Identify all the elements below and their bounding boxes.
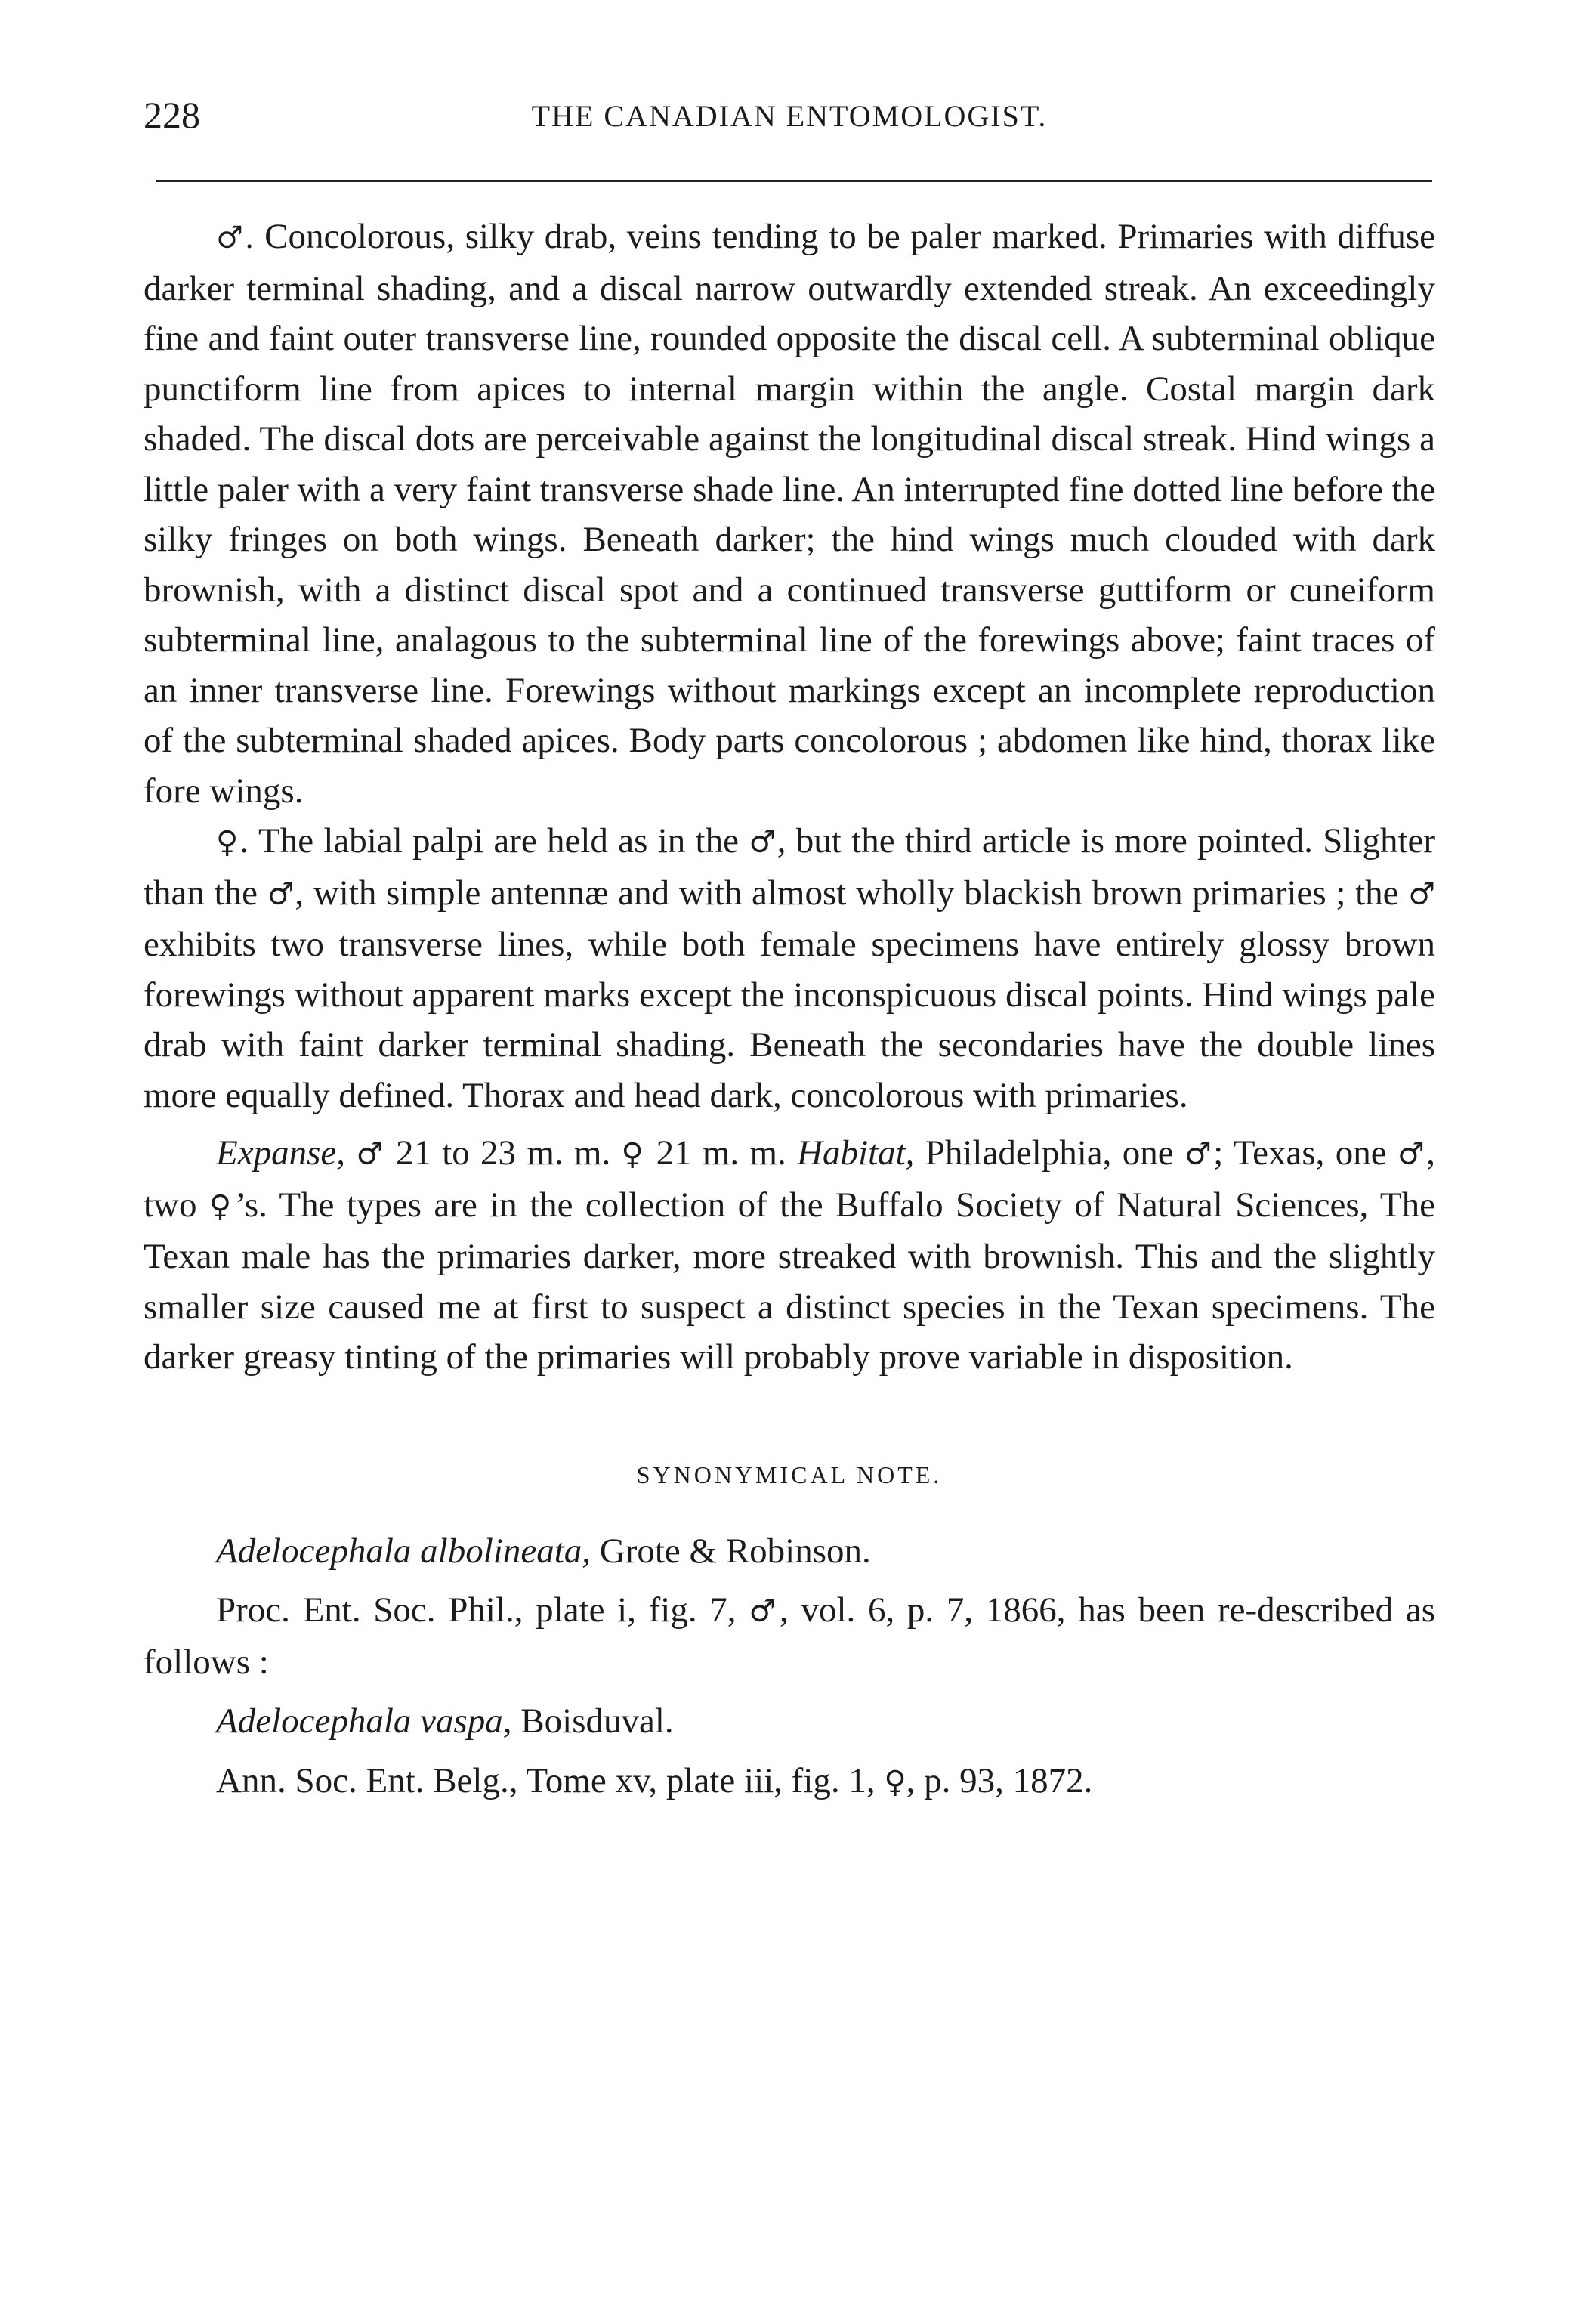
expanse-text-part: ’s. The types are in the collection of the Buffalo Society of Natural Sciences, The Texan male has the primaries darker, more streaked with brownish. This and the slightly smaller size caused me at first to suspect a distinct species in the Texan specimens. The darker greasy tinting of the primaries will probably prove variable in disposition.: [144, 1185, 1436, 1377]
species-name: Adelocephala albolineata,: [216, 1531, 591, 1571]
male-symbol: ♂: [1408, 876, 1436, 912]
reference-text: Ann. Soc. Ent. Belg., Tome xv, plate iii, fig. 1,: [216, 1760, 876, 1800]
female-symbol: ♀: [884, 1764, 906, 1800]
synonym-entry-title: [144, 1526, 1435, 1577]
female-text-part: , with simple antennæ and with almost wholly blackish brown primaries ; the: [295, 873, 1399, 913]
male-symbol: ♂: [356, 1137, 385, 1172]
expanse-label: Expanse,: [216, 1133, 345, 1173]
expanse-text-part: ; Texas, one: [1213, 1133, 1387, 1173]
male-symbol: ♂: [1397, 1137, 1427, 1172]
male-symbol: ♂: [1184, 1137, 1214, 1172]
female-text-part: exhibits two transverse lines, while both female specimens have entirely glossy brown forewings without apparent marks except the inconspicuous discal points. Hind wings pale drab with faint darker terminal shading. Beneath the secondaries have the double lines more equally defined. Thorax and head dark, concolorous with primaries.: [144, 925, 1435, 1115]
expanse-paragraph: [144, 1128, 1435, 1383]
synonym-reference: [144, 1756, 1435, 1808]
synonym-entry-title: [144, 1696, 1435, 1747]
habitat-label: Habitat,: [797, 1133, 915, 1173]
synonymical-note: [144, 1526, 1435, 1808]
page: [144, 0, 1435, 2324]
female-text-part: , but the third article is more pointed. Slighter than the: [144, 821, 1436, 913]
female-text-part: The labial palpi are held as in the: [258, 821, 739, 861]
male-symbol: ♂: [267, 876, 295, 912]
female-symbol: ♀: [208, 1188, 235, 1224]
synonymical-note-heading: SYNONYMICAL NOTE.: [636, 1460, 943, 1488]
female-description-paragraph: [144, 816, 1435, 1120]
expanse-text-part: 21 to 23 m. m.: [395, 1133, 611, 1173]
header-rule: [156, 180, 1432, 182]
expanse-text-part: Philadelphia, one: [925, 1133, 1174, 1173]
reference-text: , p. 93, 1872.: [906, 1760, 1093, 1800]
species-name: Adelocephala vaspa,: [216, 1701, 512, 1741]
expanse-text-part: , two: [144, 1133, 1435, 1225]
male-description-text: Concolorous, silky drab, veins tending to be paler marked. Primaries with diffuse darker terminal shading, and a discal narrow outwardly extended streak. An exceedingly fine and faint outer transverse line, rounded opposite the discal cell. A subterminal oblique punctiform line from apices to internal margin within the angle. Costal margin dark shaded. The discal dots are perceivable against the longitudinal discal streak. Hind wings a little paler with a very faint transverse shade line. An interrupted fine dotted line before the silky fringes on both wings. Beneath darker; the hind wings much clouded with dark brownish, with a distinct discal spot and a continued transverse guttiform or cuneiform subterminal line, analagous to the subterminal line of the forewings above; faint traces of an inner transverse line. Forewings without markings except an incomplete reproduction of the subterminal shaded apices. Body parts concolorous ; abdomen like hind, thorax like fore wings.: [144, 217, 1436, 811]
female-symbol: ♀.: [216, 825, 249, 860]
species-authors: Boisduval.: [520, 1701, 674, 1741]
expanse-text-part: 21 m. m.: [656, 1133, 786, 1173]
male-description-paragraph: [144, 212, 1435, 816]
female-symbol: ♀: [621, 1137, 646, 1172]
page-number: 228: [144, 94, 200, 136]
page-header: [144, 92, 1435, 138]
running-title: THE CANADIAN ENTOMOLOGIST.: [531, 99, 1048, 133]
reference-text: Proc. Ent. Soc. Phil., plate i, fig. 7,: [216, 1590, 737, 1630]
reference-text: , vol. 6, p. 7, 1866, has been re-described as follows :: [144, 1590, 1436, 1682]
body-text: [144, 212, 1435, 1807]
synonym-reference: [144, 1585, 1435, 1687]
species-authors: Grote & Robinson.: [599, 1531, 871, 1571]
male-symbol: ♂: [749, 1594, 780, 1629]
male-symbol: ♂.: [216, 221, 255, 255]
male-symbol: ♂: [749, 825, 777, 860]
